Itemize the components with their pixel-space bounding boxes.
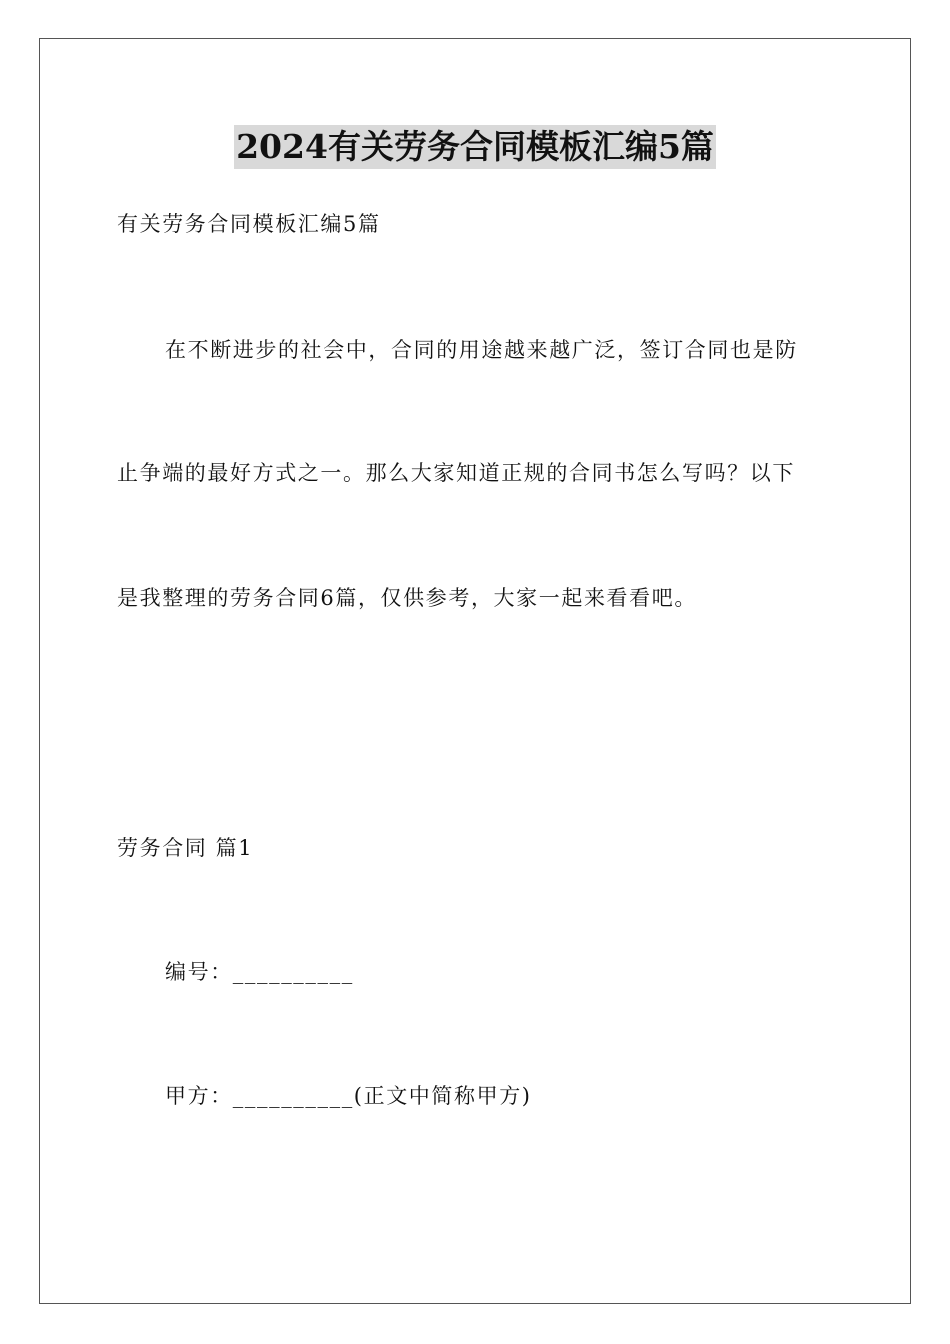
document-subtitle: 有关劳务合同模板汇编5篇 [117,212,381,236]
document-title: 2024有关劳务合同模板汇编5篇 [234,125,716,169]
field-number: 编号：__________ [165,960,354,984]
intro-line-1: 在不断进步的社会中，合同的用途越来越广泛，签订合同也是防 [165,338,798,362]
section-heading: 劳务合同 篇1 [117,836,254,860]
intro-line-2: 止争端的最好方式之一。那么大家知道正规的合同书怎么写吗？以下 [117,461,795,485]
title-wrap [0,125,950,169]
field-party-a: 甲方：__________(正文中简称甲方) [165,1084,532,1108]
intro-line-3: 是我整理的劳务合同6篇，仅供参考，大家一起来看看吧。 [117,586,697,610]
